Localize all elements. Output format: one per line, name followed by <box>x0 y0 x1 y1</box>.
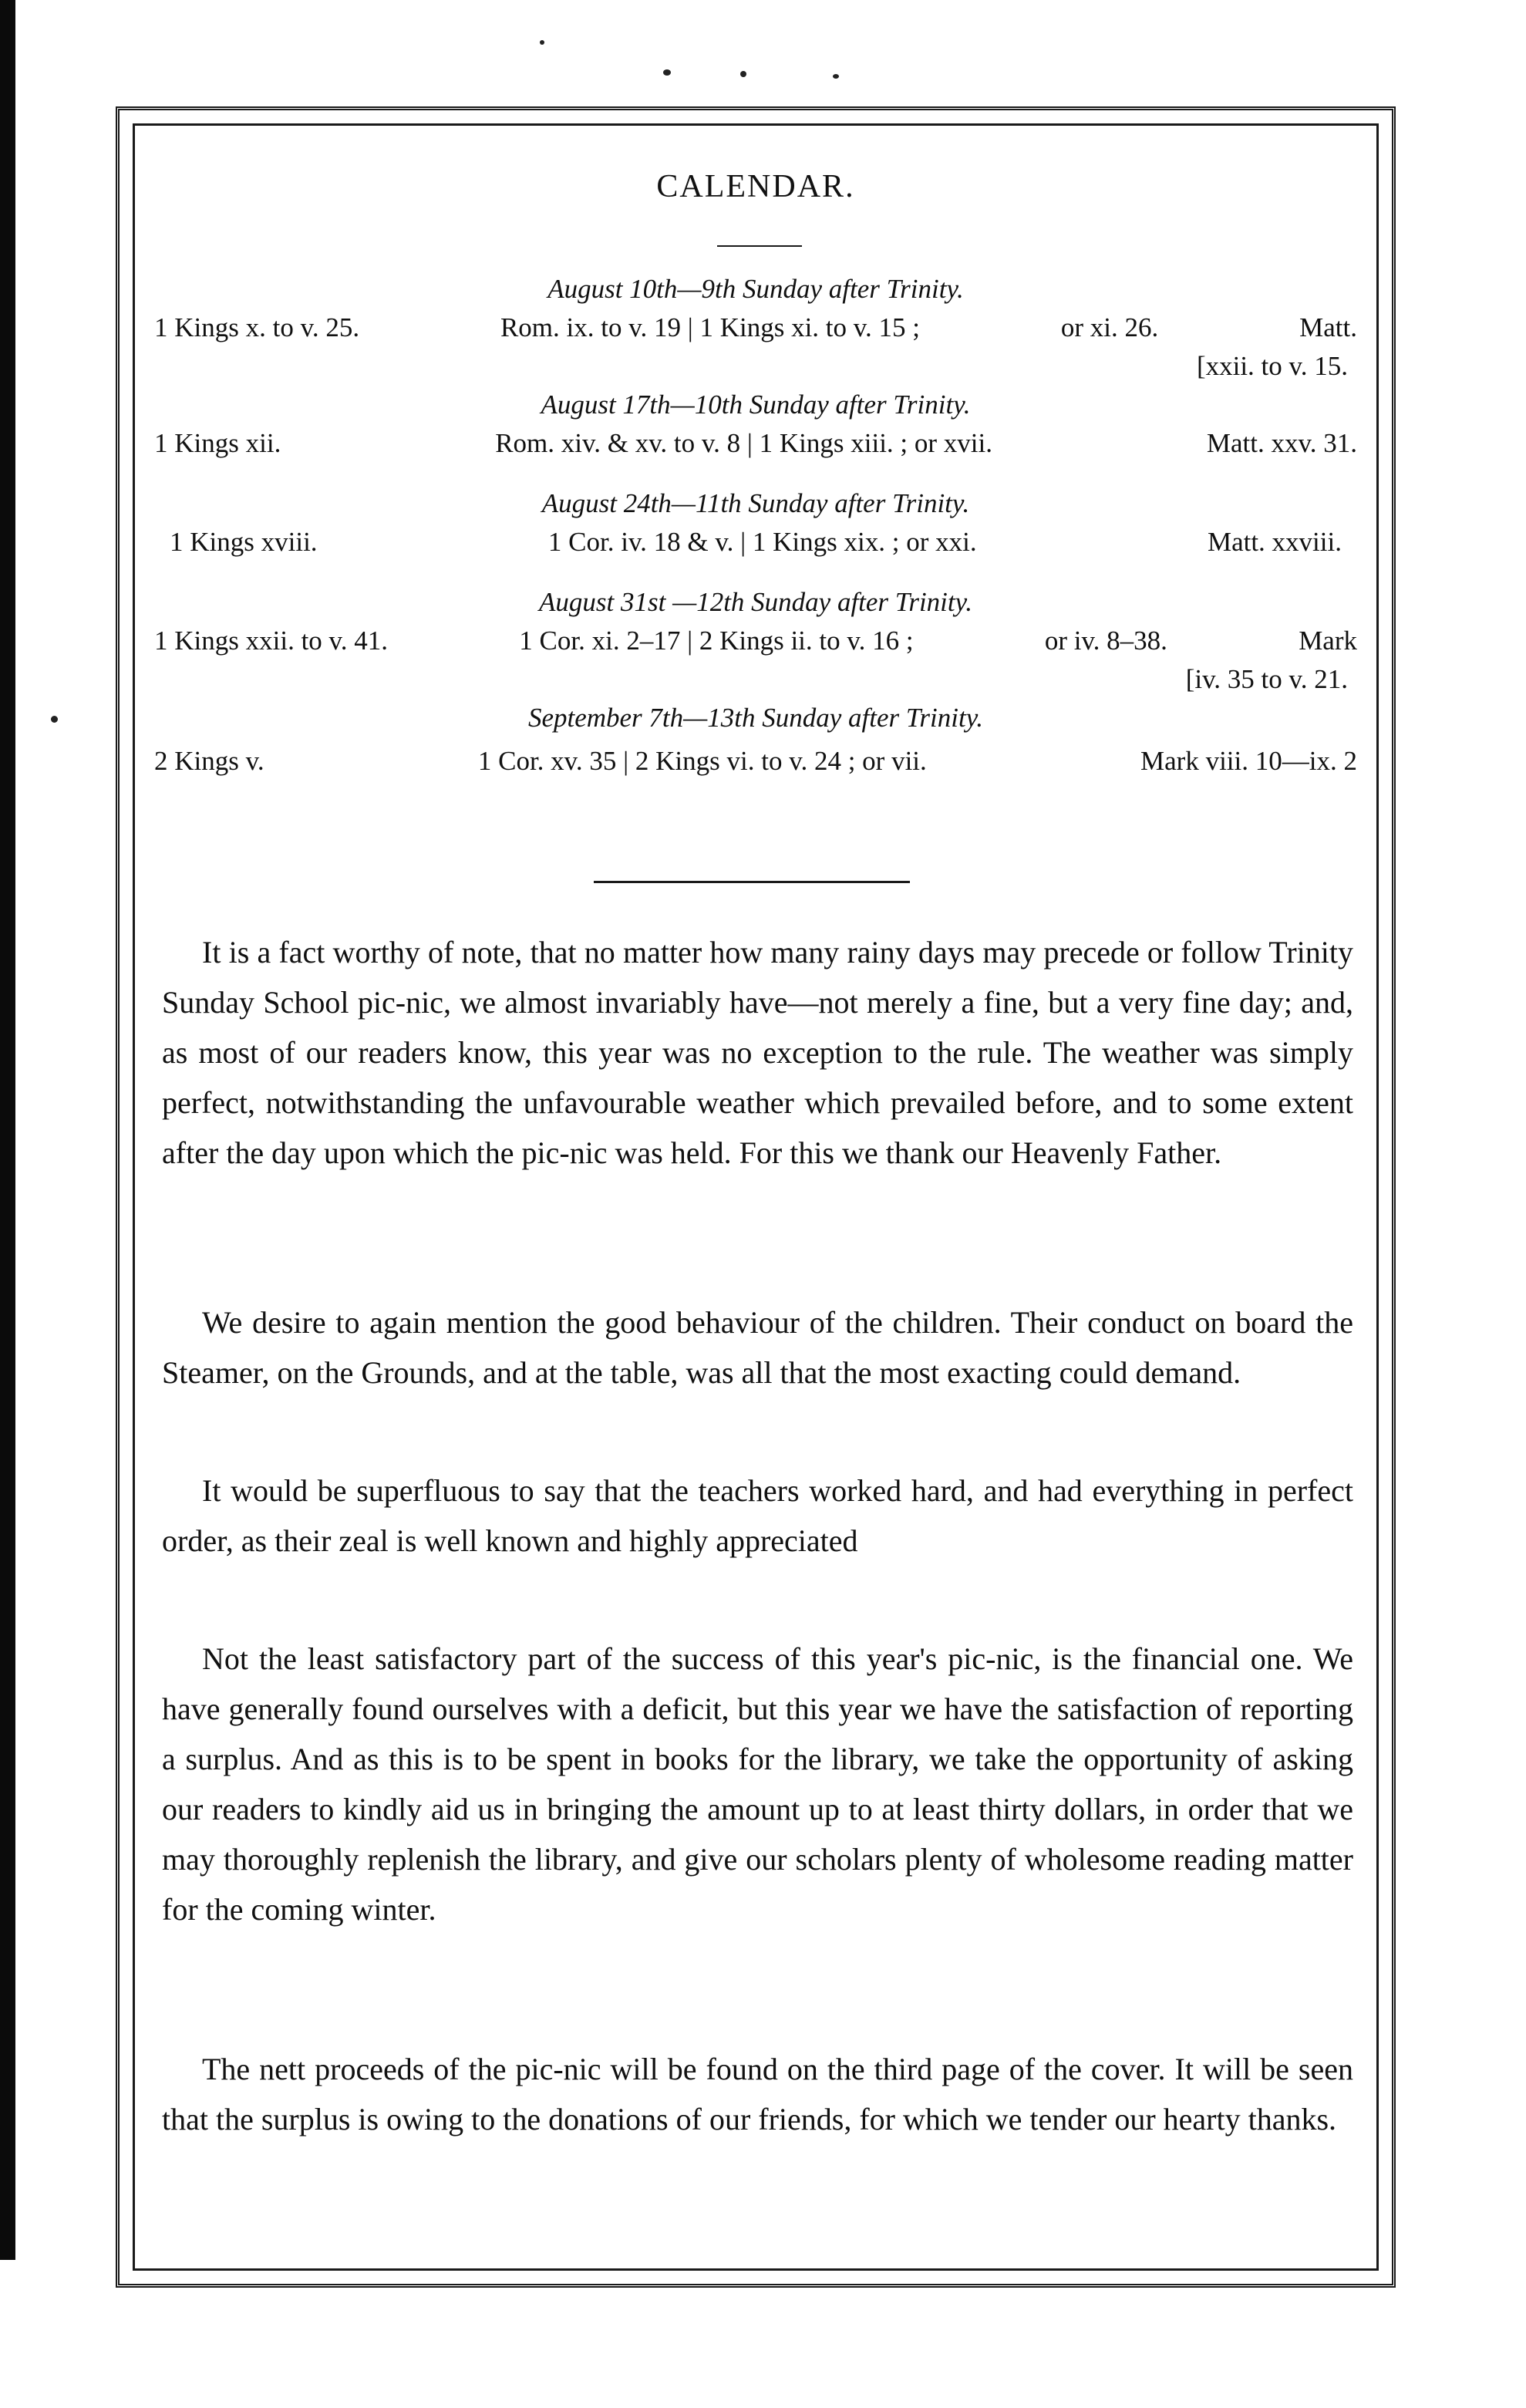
reading-cell: 1 Kings xviii. <box>170 527 318 557</box>
section-divider <box>594 881 910 883</box>
calendar-week <box>154 270 1357 386</box>
reading-cell: 1 Cor. iv. 18 & v. | 1 Kings xix. ; or xxi. <box>547 527 977 557</box>
reading-cell: 1 Cor. xv. 35 | 2 Kings vi. to v. 24 ; or vii. <box>477 746 927 776</box>
calendar-heading: CALENDAR. <box>656 169 855 204</box>
week-title: September 7th—13th Sunday after Trinity. <box>527 703 984 733</box>
ink-speck <box>740 71 746 77</box>
reading-cell: Matt. <box>1299 312 1357 342</box>
article-paragraph: The nett proceeds of the pic-nic will be found on the third page of the cover. It will be seen that the surplus is owing to the donations of our friends, for which we tender our hearty thanks. <box>162 2052 1353 2137</box>
ink-speck <box>540 40 544 45</box>
reading-cell: 2 Kings v. <box>154 746 264 776</box>
reading-line <box>154 622 1357 660</box>
reading-line <box>154 523 1357 562</box>
reading-cell: Rom. xiv. & xv. to v. 8 | 1 Kings xiii. ; or xvii. <box>495 428 993 458</box>
ink-speck <box>833 74 839 79</box>
article-paragraph: Not the least satisfactory part of the success of this year's pic-nic, is the financial one. We have generally found ourselves with a deficit, but this year we have the satisfaction of reporting a surplus. And as this is to be spent in books for the library, we take the opportunity of asking our readers to kindly aid us in bringing the amount up to at least thirty dollars, in order that we may thoroughly replenish the library, and give our scholars plenty of wholesome reading matter for the coming winter. <box>162 1641 1353 1927</box>
reading-cell: Matt. xxv. 31. <box>1206 428 1357 458</box>
reading-line <box>154 424 1357 463</box>
reading-cell: Mark <box>1299 626 1357 656</box>
article-paragraph: We desire to again mention the good behaviour of the children. Their conduct on board the Steamer, on the Grounds, and at the table, was all that the most exacting could demand. <box>162 1305 1353 1390</box>
heading-rule <box>717 245 802 247</box>
reading-cell: 1 Kings xxii. to v. 41. <box>154 626 389 656</box>
reading-cell: 1 Kings xii. <box>154 428 281 458</box>
reading-cell: 1 Kings x. to v. 25. <box>154 312 360 342</box>
week-title: August 10th—9th Sunday after Trinity. <box>547 274 964 304</box>
article-paragraph: It would be superfluous to say that the teachers worked hard, and had everything in perfect order, as their zeal is well known and highly appreciated <box>162 1473 1353 1558</box>
reading-continuation: [xxii. to v. 15. <box>1196 351 1348 381</box>
calendar-week <box>154 484 1357 562</box>
ink-speck <box>51 716 58 723</box>
week-title: August 17th—10th Sunday after Trinity. <box>541 390 971 420</box>
reading-continuation: [iv. 35 to v. 21. <box>1185 664 1348 694</box>
reading-cell: Matt. xxviii. <box>1207 527 1342 557</box>
week-title: August 31st —12th Sunday after Trinity. <box>539 587 972 617</box>
article-paragraph: It is a fact worthy of note, that no matter how many rainy days may precede or follow Trinity Sunday School pic-nic, we almost invariably have—not merely a fine, but a very fine day; and, as most of our readers know, this year was no exception to the rule. The weather was simply perfect, notwithstanding the unfavourable weather which prevailed before, and to some extent after the day upon which the pic-nic was held. For this we thank our Heavenly Father. <box>162 935 1353 1170</box>
calendar-section <box>154 270 1357 781</box>
reading-cell: 1 Cor. xi. 2–17 | 2 Kings ii. to v. 16 ; <box>519 626 914 656</box>
reading-cell: or iv. 8–38. <box>1044 626 1167 656</box>
calendar-week <box>154 386 1357 463</box>
scan-edge-shadow <box>0 0 15 2260</box>
reading-cell: Mark viii. 10—ix. 2 <box>1140 746 1357 776</box>
calendar-week <box>154 583 1357 699</box>
week-title: August 24th—11th Sunday after Trinity. <box>541 488 970 518</box>
reading-line <box>154 742 1357 781</box>
reading-cell: Rom. ix. to v. 19 | 1 Kings xi. to v. 15 ; <box>500 312 920 342</box>
reading-cell: or xi. 26. <box>1060 312 1159 342</box>
calendar-week <box>154 699 1357 781</box>
reading-line <box>154 309 1357 347</box>
ink-speck <box>663 69 671 76</box>
